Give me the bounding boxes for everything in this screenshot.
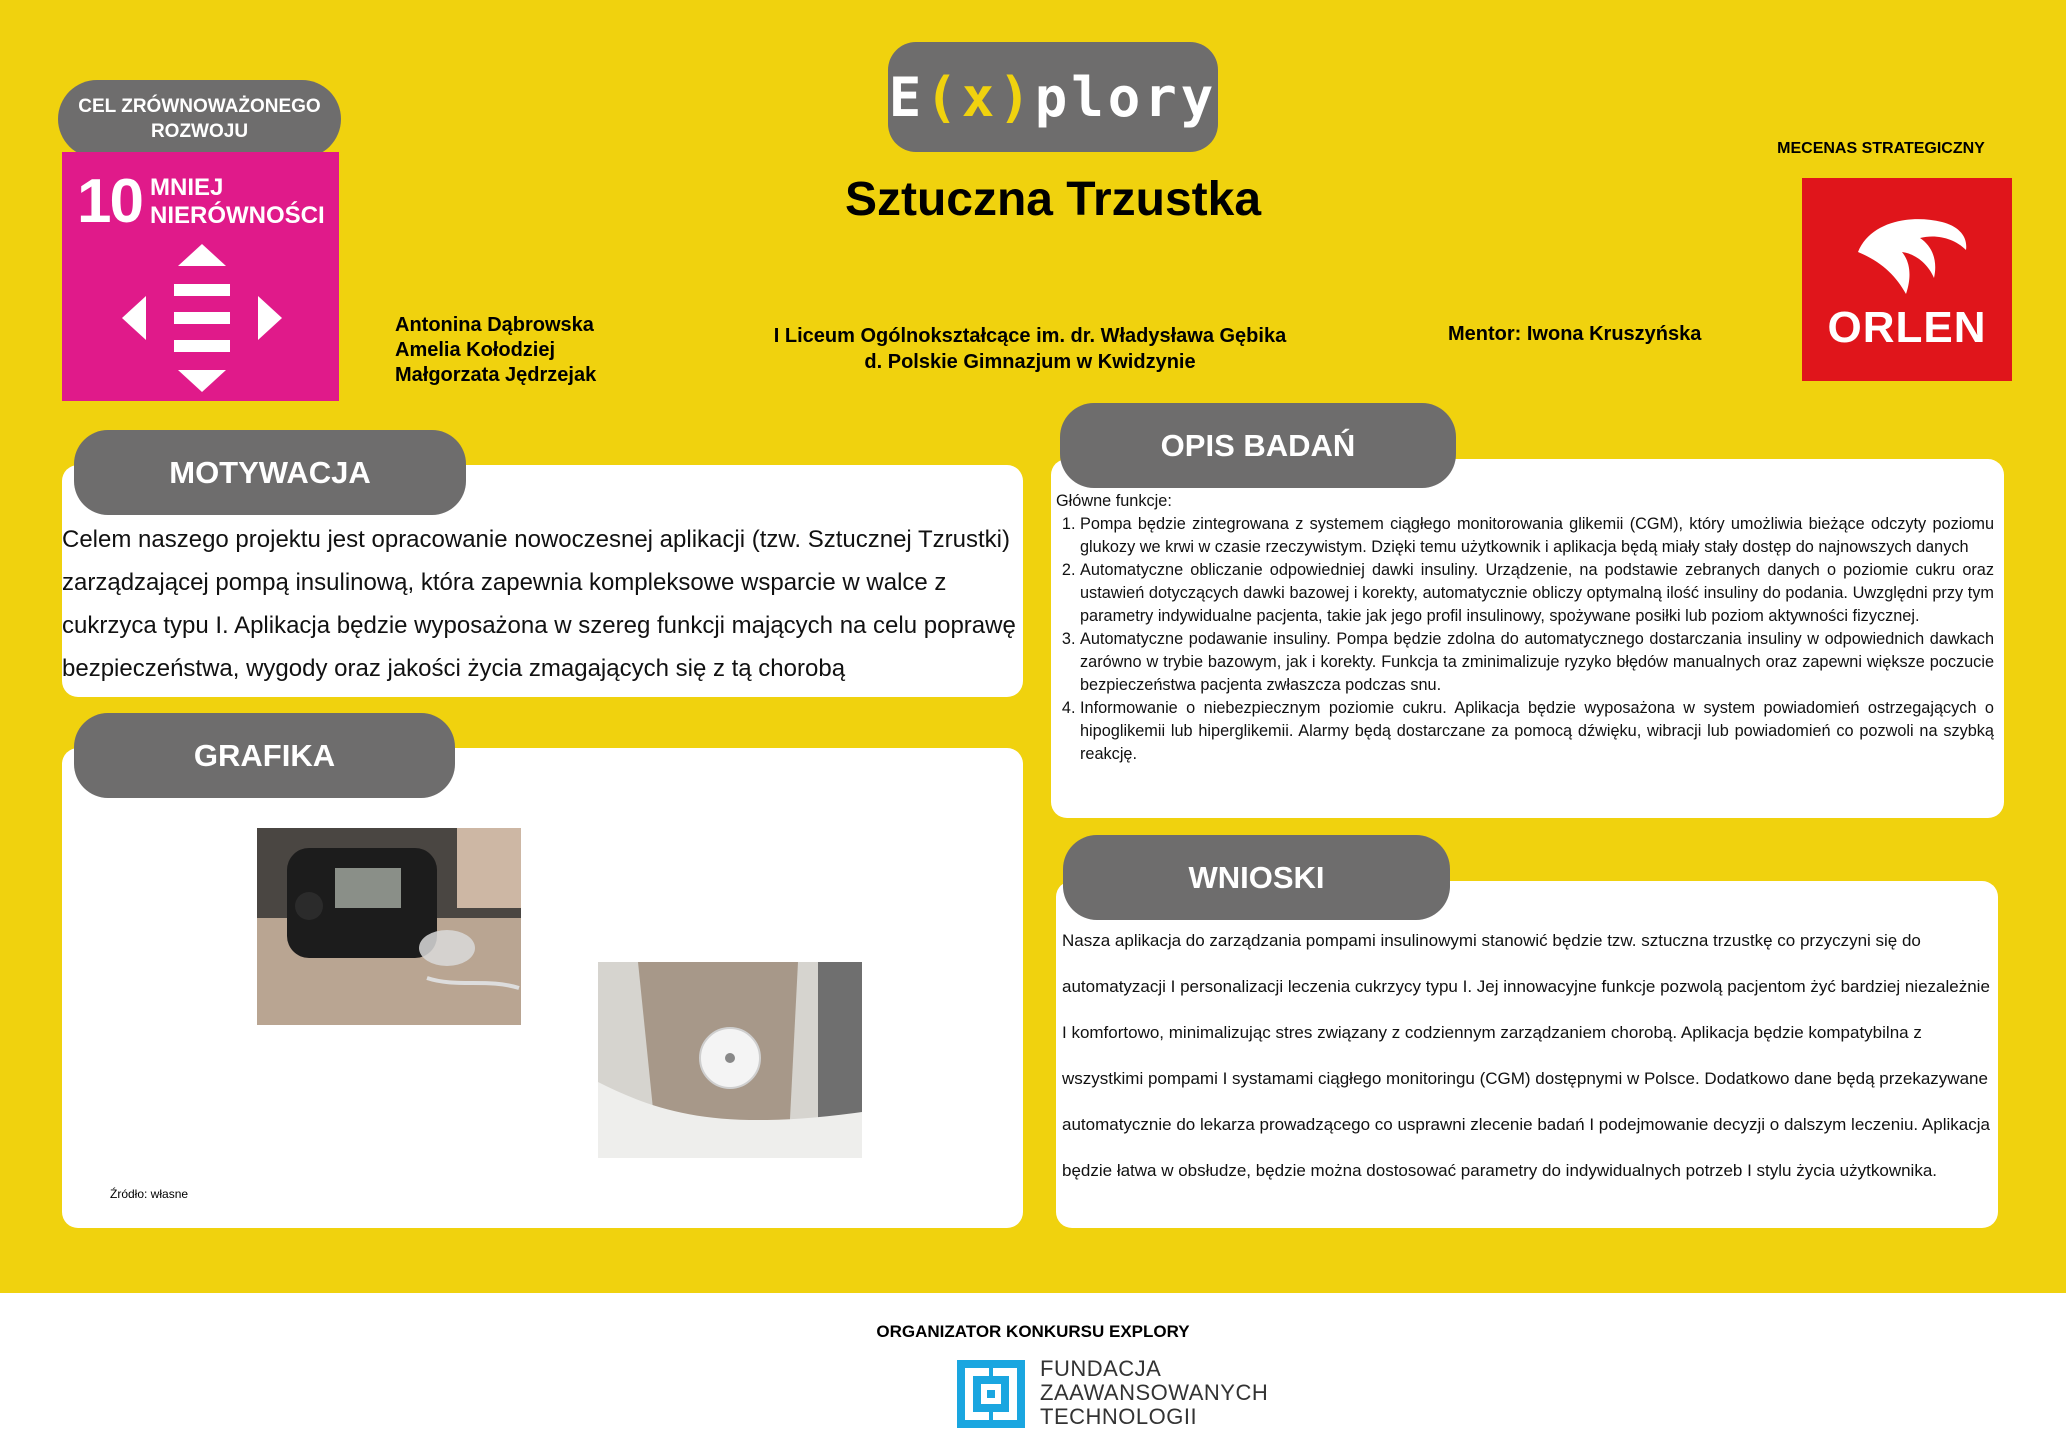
mentor: Mentor: Iwona Kruszyńska (1448, 323, 1702, 345)
wnioski-heading: WNIOSKI (1063, 835, 1450, 920)
list-item: 1. Pompa będzie zintegrowana z systemem ciągłego monitorowania glikemii (CGM), który umożliwia bieżące odczyty poziomu glukozy we krwi w czasie rzeczywistym. Dzięki temu użytkownik i aplikacja będą miały stały dostęp do najnowszych danych (1080, 513, 1994, 559)
organizer-line1: FUNDACJA (1040, 1356, 1162, 1381)
logo-suffix: plory (1034, 65, 1218, 129)
organizer-name (1040, 1357, 1268, 1429)
opis-heading: OPIS BADAŃ (1060, 403, 1456, 488)
orlen-eagle-icon (1850, 212, 1970, 298)
school-line2: d. Polskie Gimnazjum w Kwidzynie (864, 351, 1196, 373)
author: Małgorzata Jędrzejak (395, 364, 597, 386)
opis-content (1056, 490, 1994, 766)
organizer-line3: TECHNOLOGII (1040, 1404, 1198, 1429)
grafika-heading: GRAFIKA (74, 713, 455, 798)
list-item: 3. Automatyczne podawanie insuliny. Pompa będzie zdolna do automatycznego dostarczania insuliny w odpowiednich dawkach zarówno w trybie bazowym, jak i korekty. Funkcja ta zminimalizuje ryzyko błędów manualnych oraz zapewni większe poczucie bezpieczeństwa pacjenta zwłaszcza podczas snu. (1080, 628, 1994, 697)
insulin-pump-photo (257, 828, 521, 1025)
grafika-panel (62, 748, 1023, 1228)
poster-title: Sztuczna Trzustka (844, 173, 1262, 226)
image-source: Źródło: własne (110, 1187, 189, 1201)
school-name (700, 323, 1360, 375)
maze-logo-icon (957, 1360, 1025, 1428)
opis-intro: Główne funkcje: (1056, 492, 1172, 510)
motywacja-text: Celem naszego projektu jest opracowanie nowoczesnej aplikacji (tzw. Sztucznej Tzrustki) zarządzającej pompą insulinową, która zapewnia kompleksowe wsparcie w walce z cukrzyca typu I. Aplikacja będzie wyposażona w szereg funkcji mających na celu poprawę bezpieczeństwa, wygody oraz jakości życia zmagających się z tą chorobą (62, 526, 1016, 682)
functions-list (1056, 513, 1994, 766)
sdg-title (150, 174, 325, 230)
equality-arrows-icon (122, 244, 282, 392)
cgm-sensor-photo (598, 962, 862, 1158)
sdg-title-line2: NIERÓWNOŚCI (150, 202, 325, 229)
sdg-goal-badge (62, 152, 339, 401)
sdg-label: CEL ZRÓWNOWAŻONEGO ROZWOJU (58, 80, 341, 158)
orlen-wordmark: ORLEN (1827, 303, 1987, 352)
list-item: 2. Automatyczne obliczanie odpowiedniej dawki insuliny. Urządzenie, na podstawie zebranych danych o poziomie cukru oraz ustawień dotyczących dawki bazowej i korekty, automatycznie obliczy optymalną ilość insuliny do podania. Uwzględni przy tym parametry indywidualne pacjenta, takie jak jego profil insulinowy, spożywane posiłki lub poziom aktywności fizycznej. (1080, 559, 1994, 628)
wnioski-text: Nasza aplikacja do zarządzania pompami insulinowymi stanowić będzie tzw. sztuczna trzustkę co przyczyni się do automatyzacji I personalizacji leczenia cukrzycy typu I. Jej innowacyjne funkcje pozwolą pacjentom żyć bardziej niezależnie I komfortowo, minimalizując stres związany z codziennym zarządzaniem chorobą. Aplikacja będzie kompatybilna z wszystkimi pompami I systamami ciągłego monitoringu (CGM) dostępnymi w Polsce. Dodatkowo dane będą przekazywane automatycznie do lekarza prowadzącego co usprawni zlecenie badań I podejmowanie decyzji o dalszym leczeniu. Aplikacja będzie łatwa w obsłudze, będzie można dostosować parametry do indywidualnych potrzeb I stylu życia użytkownika. (1062, 931, 1990, 1180)
orlen-logo (1802, 178, 2012, 381)
author: Amelia Kołodziej (395, 339, 556, 361)
list-item: 4. Informowanie o niebezpiecznym poziomie cukru. Aplikacja będzie wyposażona w system powiadomień ostrzegających o hipoglikemii lub hiperglikemii. Alarmy będą dostarczane za pomocą dźwięku, wibracji lub powiadomień co pozwoli na szybką reakcję. (1080, 697, 1994, 766)
motywacja-heading: MOTYWACJA (74, 430, 466, 515)
organizer-line2: ZAAWANSOWANYCH (1040, 1380, 1269, 1405)
school-line1: I Liceum Ogólnokształcące im. dr. Władysława Gębika (773, 325, 1287, 347)
sdg-title-line1: MNIEJ (150, 174, 224, 201)
sdg-number: 10 (77, 167, 142, 236)
explory-logo (888, 42, 1218, 152)
authors-list (395, 313, 596, 388)
logo-x: x (961, 65, 999, 129)
logo-paren-open: ( (925, 65, 962, 129)
logo-paren-close: ) (998, 65, 1035, 129)
author: Antonina Dąbrowska (395, 314, 594, 336)
logo-prefix: E (888, 65, 926, 129)
sponsor-label: MECENAS STRATEGICZNY (1777, 140, 1985, 157)
organizer-label: ORGANIZATOR KONKURSU EXPLORY (876, 1322, 1190, 1341)
